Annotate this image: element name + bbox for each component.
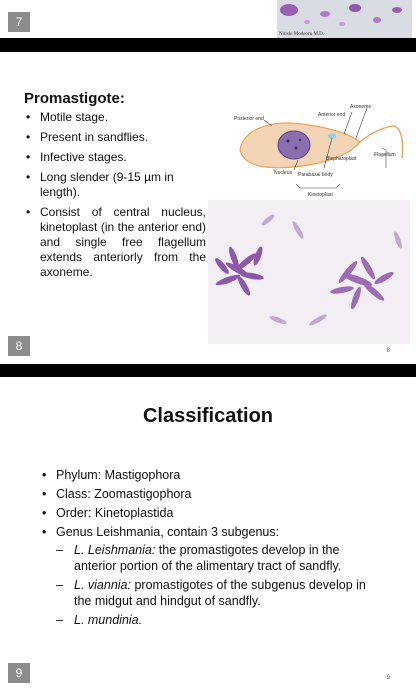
subgenus-name: L. mundinia. (74, 613, 143, 627)
page-number: 7 (8, 12, 30, 32)
slide-7 (0, 0, 416, 38)
promastigote-rosettes-graphic (208, 200, 410, 344)
bullet-text: Genus Leishmania, contain 3 subgenus: (56, 525, 280, 539)
label-blepharoplast: Blepharoplast (326, 156, 357, 162)
nucleus (278, 131, 310, 159)
bullet-item: • Class: Zoomastigophora (42, 486, 372, 502)
label-parabasal-body: Parabasal body (298, 172, 333, 178)
bullet-item: • Motile stage. (24, 110, 206, 125)
slide-title: Promastigote: (24, 90, 125, 107)
bullet-item: • Infective stages. (24, 150, 206, 165)
bullet-list (24, 110, 206, 285)
corner-page-number: 9 (386, 675, 390, 681)
subgenus-text: the promastigotes develop in the anterior portion of the alimentary tract of sandfly. (74, 543, 342, 573)
subgenus-list (56, 542, 372, 628)
bullet-item: • Present in sandflies. (24, 130, 206, 145)
slide-8 (0, 52, 416, 364)
micrograph-image (208, 200, 410, 344)
label-anterior-end: Anterior end (318, 112, 346, 118)
bullet-list (42, 467, 372, 631)
subgenus-name: L. Leishmania: (74, 543, 156, 557)
bullet-item: • Phylum: Mastigophora (42, 467, 372, 483)
image-credit: Nitishi Modeoru M.D. (279, 32, 324, 37)
slide-9 (0, 377, 416, 689)
label-posterior-end: Posterior end (234, 116, 264, 122)
page-number: 8 (8, 336, 30, 356)
bullet-item: • Long slender (9-15 µm in length). (24, 170, 206, 200)
subgenus-item: – L. viannia: promastigotes of the subgenus develop in the midgut and hindgut of sandfly. (56, 578, 366, 608)
promastigote-diagram (232, 98, 410, 198)
label-nucleus: Nucleus (274, 170, 293, 176)
page-number: 9 (8, 663, 30, 683)
corner-page-number: 8 (386, 348, 390, 354)
label-flagellum: Flagellum (374, 152, 396, 158)
micrograph-image (277, 0, 412, 38)
subgenus-text: promastigotes of the subgenus develop in the midgut and hindgut of sandfly. (74, 578, 366, 608)
label-axoneme: Axoneme (350, 104, 372, 110)
subgenus-item: – L. Leishmania: the promastigotes develop in the anterior portion of the alimentary tract of sandfly. (56, 543, 342, 573)
subgenus-item: – L. mundinia. (56, 613, 143, 627)
bullet-item (42, 524, 372, 628)
bullet-item: • Consist of central nucleus, kinetoplast (in the anterior end) and single free flagellum extends anteriorly from the axoneme. (24, 205, 206, 280)
bullet-item: • Order: Kinetoplastida (42, 505, 372, 521)
label-kinetoplast: Kinetoplast (308, 192, 333, 198)
slide-title: Classification (142, 405, 274, 427)
subgenus-name: L. viannia: (74, 578, 131, 592)
